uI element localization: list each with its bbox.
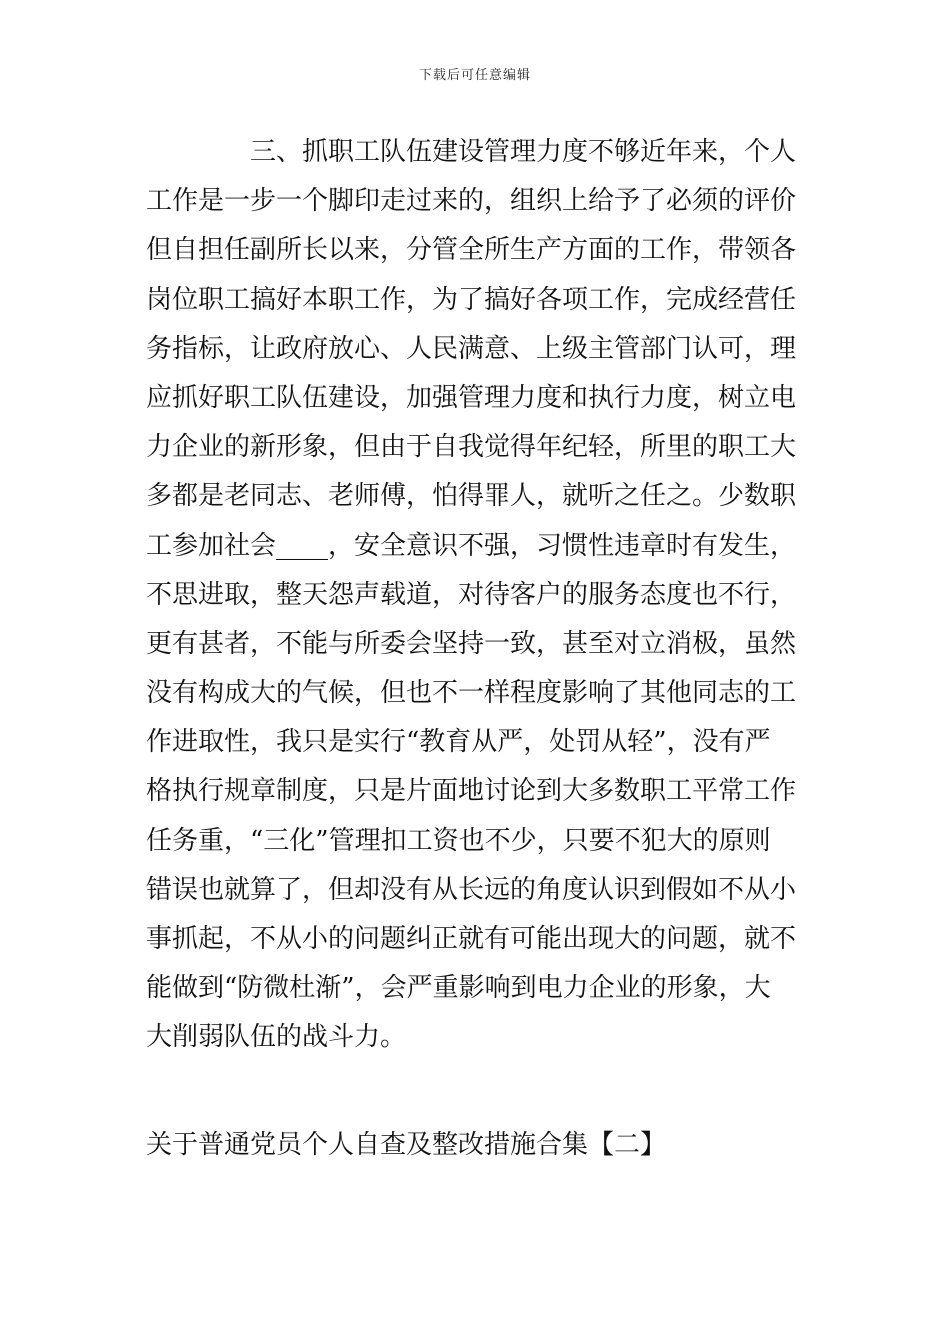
paragraph-line: 工参加社会____，安全意识不强，习惯性违章时有发生， [146,530,797,561]
section-heading: 关于普通党员个人自查及整改措施合集【二】 [146,1130,667,1160]
paragraph-line: 多都是老同志、老师傅，怕得罪人，就听之任之。少数职 [146,481,797,512]
paragraph-line: 没有构成大的气候，但也不一样程度影响了其他同志的工 [146,678,797,709]
paragraph-line: 格执行规章制度，只是片面地讨论到大多数职工平常工作 [146,776,797,807]
body-paragraph [146,128,806,1063]
paragraph-line: 能做到“防微杜渐”，会严重影响到电力企业的形象，大 [146,973,771,1004]
paragraph-line: 错误也就算了，但却没有从长远的角度认识到假如不从小 [146,874,797,905]
paragraph-line: 务指标，让政府放心、人民满意、上级主管部门认可，理 [146,333,797,364]
paragraph-line: 大削弱队伍的战斗力。 [146,1022,407,1053]
paragraph-line: 不思进取，整天怨声载道，对待客户的服务态度也不行， [146,579,797,610]
paragraph-line: 但自担任副所长以来，分管全所生产方面的工作，带领各 [146,235,797,266]
paragraph-line: 作进取性，我只是实行“教育从严，处罚从轻”，没有严 [146,727,771,758]
paragraph-line: 任务重，“三化”管理扣工资也不少，只要不犯大的原则 [146,825,771,856]
paragraph-line: 事抓起，不从小的问题纠正就有可能出现大的问题，就不 [146,924,797,954]
paragraph-line: 岗位职工搞好本职工作，为了搞好各项工作，完成经营任 [146,284,797,315]
header-note: 下载后可任意编辑 [418,68,531,83]
paragraph-line: 三、抓职工队伍建设管理力度不够近年来，个人 [250,137,797,167]
paragraph-line: 力企业的新形象，但由于自我觉得年纪轻，所里的职工大 [146,432,797,463]
paragraph-line: 应抓好职工队伍建设，加强管理力度和执行力度，树立电 [146,382,797,413]
paragraph-line: 工作是一步一个脚印走过来的，组织上给予了必须的评价 [146,186,797,217]
paragraph-line: 更有甚者，不能与所委会坚持一致，甚至对立消极，虽然 [146,628,797,659]
